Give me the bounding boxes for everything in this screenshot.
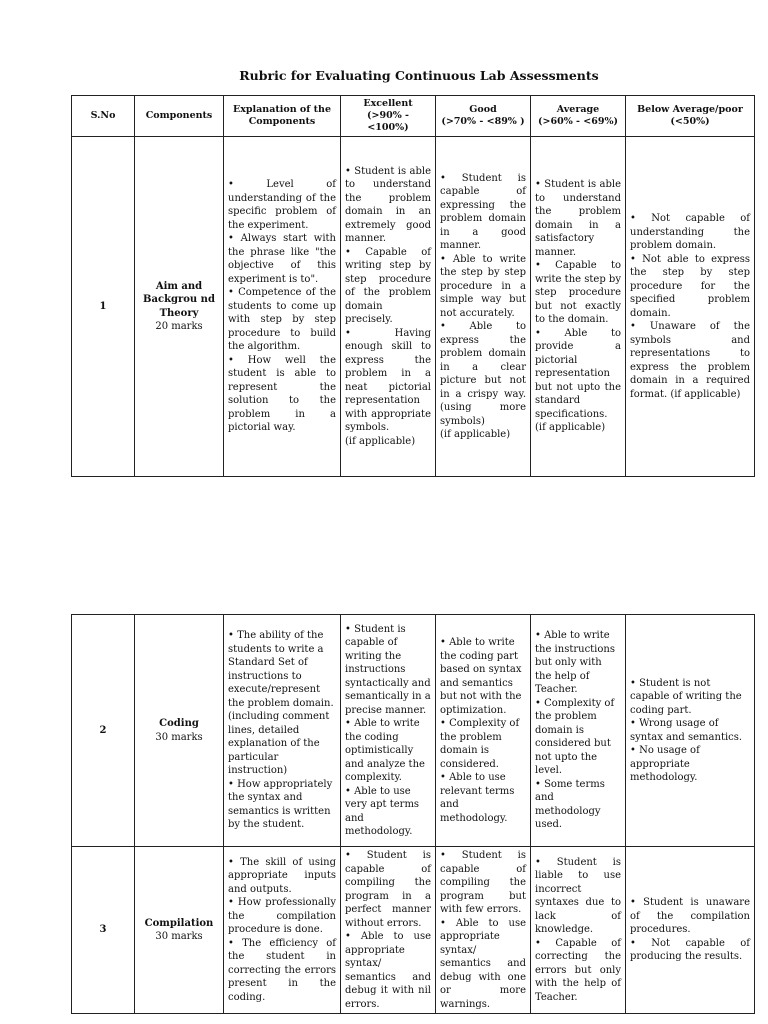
- average-point: • Capable of correcting the errors but only with the help of Teacher.: [535, 937, 621, 1003]
- excellent-point: • Student is capable of compiling the program in a perfect manner without errors.: [345, 850, 431, 929]
- excellent-cell: [341, 137, 436, 477]
- component-marks: 20 marks: [155, 321, 203, 332]
- row-number: 1: [72, 137, 135, 477]
- header-good-range: (>70% - <89% ): [441, 116, 525, 127]
- average-cell: [531, 137, 626, 477]
- header-excellent: [341, 96, 436, 137]
- average-point: • Able to write the instructions but only with the help of Teacher.: [535, 630, 615, 696]
- component-cell: [135, 847, 224, 1014]
- good-point: • Student is capable of expressing the problem domain in a good manner.: [440, 172, 526, 251]
- component-cell: [135, 137, 224, 477]
- below-point: • Not capable of understanding the problem domain.: [630, 213, 750, 251]
- row-number: 3: [72, 847, 135, 1014]
- explanation-point: • Always start with the phrase like "the objective of this experiment is to".: [228, 233, 336, 285]
- good-point: • Able to express the problem domain in a clear picture but not in a crispy way. (using more symbols): [440, 321, 526, 427]
- explanation-point: • How well the student is able to represent the solution to the problem in a pictorial way.: [228, 354, 336, 434]
- below-cell: [626, 847, 755, 1014]
- average-point: • Complexity of the problem domain is considered but not upto the level.: [535, 697, 615, 777]
- explanation-cell: [224, 615, 341, 847]
- header-sno: S.No: [72, 96, 135, 137]
- excellent-cell: [341, 615, 436, 847]
- explanation-point: • Competence of the students to come up with step by step procedure to build the algorithm.: [228, 287, 336, 353]
- below-point: • Unaware of the symbols and representations to express the problem domain in a required format. (if applicable): [630, 321, 750, 400]
- header-below-label: Below Average/poor: [637, 104, 743, 115]
- below-cell: [626, 615, 755, 847]
- header-average-range: (>60% - <69%): [538, 116, 618, 127]
- good-point: • Complexity of the problem domain is considered.: [440, 718, 520, 770]
- good-point: • Student is capable of compiling the program but with few errors.: [440, 850, 526, 915]
- component-name: Aim and Backgrou nd Theory: [143, 280, 215, 319]
- excellent-point: • Capable of writing step by step procedure of the problem domain precisely.: [345, 246, 431, 326]
- table-row: [72, 137, 755, 477]
- below-point: • Student is unaware of the compilation procedures.: [630, 897, 750, 936]
- average-point: • Student is liable to use incorrect syntaxes due to lack of knowledge.: [535, 856, 621, 936]
- good-point: • Able to write the coding part based on syntax and semantics but not with the optimization.: [440, 637, 522, 716]
- rubric-table-part-2: [71, 614, 755, 1014]
- explanation-point: • The skill of using appropriate inputs and outputs.: [228, 856, 336, 895]
- below-point: • Not capable of producing the results.: [630, 937, 750, 963]
- component-name: Coding: [159, 718, 199, 729]
- good-cell: [436, 615, 531, 847]
- average-point: • Some terms and methodology used.: [535, 778, 605, 831]
- average-cell: [531, 615, 626, 847]
- header-average: [531, 96, 626, 137]
- below-point: • Wrong usage of syntax and semantics.: [630, 718, 743, 743]
- explanation-cell: [224, 847, 341, 1014]
- excellent-point: • Student is able to understand the problem domain in an extremely good manner.: [345, 165, 431, 245]
- explanation-point: • Level of understanding of the specific problem of the experiment.: [228, 179, 336, 231]
- excellent-point: • Able to use appropriate syntax/ semantics and debug it with nil errors.: [345, 931, 431, 1010]
- table-row: [72, 615, 755, 847]
- explanation-cell: [224, 137, 341, 477]
- excellent-point: • Student is capable of writing the instructions syntactically and semantically in a precise manner.: [345, 623, 431, 716]
- header-below-range: (<50%): [670, 116, 710, 127]
- header-explanation: Explanation of the Components: [224, 96, 341, 137]
- explanation-point: • The efficiency of the student in correcting the errors present in the coding.: [228, 937, 336, 1003]
- explanation-point: • How professionally the compilation procedure is done.: [228, 897, 336, 936]
- header-below: [626, 96, 755, 137]
- header-good-label: Good: [469, 104, 497, 115]
- average-point: • Able to provide a pictorial representation but not upto the standard specifications. (if applicable): [535, 327, 621, 434]
- excellent-cell: [341, 847, 436, 1014]
- below-point: • Not able to express the step by step procedure for the specified problem domain.: [630, 253, 750, 319]
- explanation-point: • How appropriately the syntax and semantics is written by the student.: [228, 778, 333, 831]
- header-average-label: Average: [556, 104, 600, 115]
- excellent-point: • Able to use very apt terms and methodology.: [345, 785, 420, 837]
- rubric-table-part-1: [71, 95, 755, 477]
- component-name: Compilation: [144, 917, 214, 929]
- header-excellent-range: (>90% - <100%): [367, 110, 409, 133]
- header-components: Components: [135, 96, 224, 137]
- good-point: (if applicable): [440, 429, 511, 440]
- good-point: • Able to use appropriate syntax/ semantics and debug with one or more warnings.: [440, 917, 526, 1010]
- good-cell: [436, 847, 531, 1014]
- excellent-point: • Able to write the coding optimistically and analyze the complexity.: [345, 718, 425, 783]
- average-point: • Student is able to understand the problem domain in a satisfactory manner.: [535, 179, 621, 258]
- explanation-point: • The ability of the students to write a Standard Set of instructions to execute/represent the problem domain. (including comment lines, detailed explanation of the particular instruction): [228, 630, 334, 777]
- good-point: • Able to use relevant terms and methodology.: [440, 772, 515, 824]
- excellent-point: • Having enough skill to express the problem in a neat pictorial representation with appropriate symbols.: [345, 327, 431, 434]
- page-title: Rubric for Evaluating Continuous Lab Assessments: [239, 68, 599, 83]
- component-marks: 30 marks: [155, 931, 203, 942]
- below-point: • Student is not capable of writing the coding part.: [630, 677, 742, 716]
- header-excellent-label: Excellent: [363, 98, 413, 109]
- table-row: [72, 847, 755, 1014]
- good-point: • Able to write the step by step procedure in a simple way but not accurately.: [440, 253, 526, 319]
- header-good: [436, 96, 531, 137]
- good-cell: [436, 137, 531, 477]
- below-point: • No usage of appropriate methodology.: [630, 745, 700, 783]
- average-point: • Capable to write the step by step procedure but not exactly to the domain.: [535, 260, 621, 326]
- component-marks: 30 marks: [155, 731, 203, 743]
- below-cell: [626, 137, 755, 477]
- table-header-row: [72, 96, 755, 137]
- average-cell: [531, 847, 626, 1014]
- row-number: 2: [72, 615, 135, 847]
- component-cell: [135, 615, 224, 847]
- excellent-point: (if applicable): [345, 435, 416, 447]
